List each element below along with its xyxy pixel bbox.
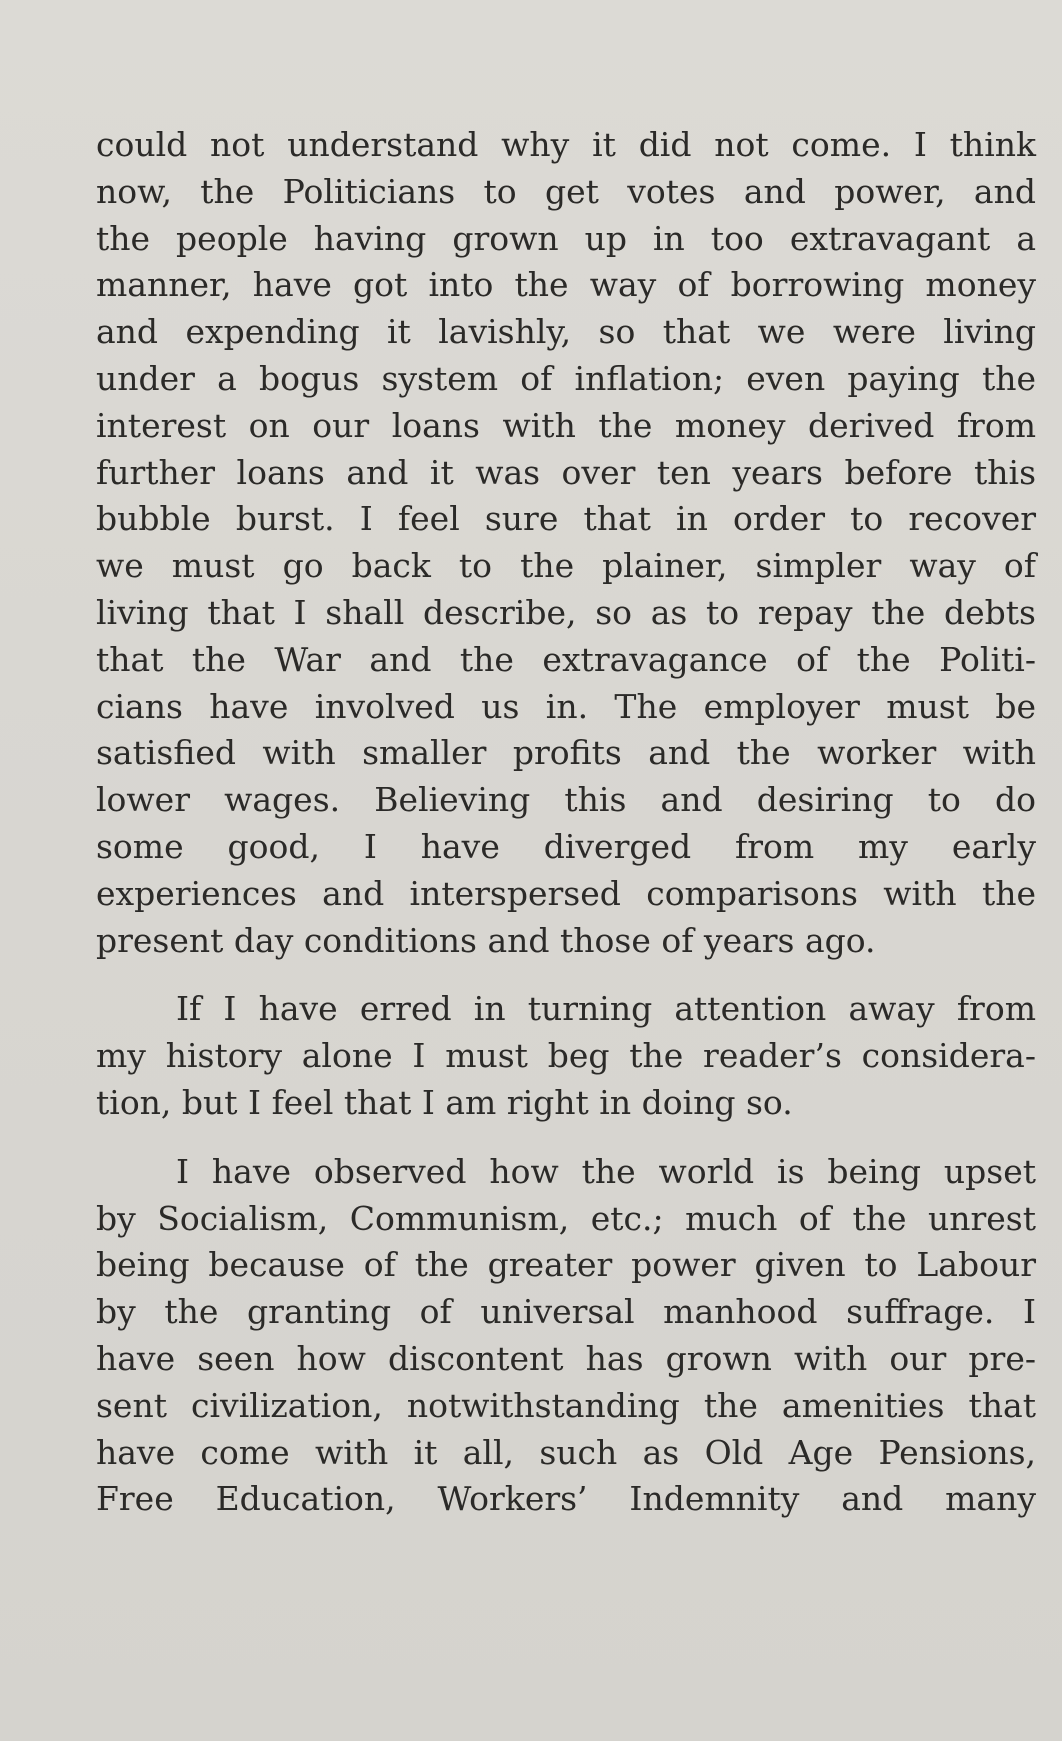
text-line: If I have erred in turning attention away from [176, 989, 1036, 1029]
text-line: tion, but I feel that I am right in doing so. [96, 1082, 793, 1122]
text-line: my history alone I must beg the reader’s considera- [96, 1036, 1036, 1076]
text-line: sent civilization, notwithstanding the amenities that [96, 1385, 1036, 1425]
text-line: cians have involved us in. The employer must be [96, 686, 1036, 726]
text-line: I have observed how the world is being upset [176, 1151, 1036, 1191]
text-line: satisfied with smaller profits and the worker with [96, 733, 1036, 773]
paragraph-1 [96, 122, 1036, 964]
text-line: interest on our loans with the money derived from [96, 405, 1036, 445]
text-line: the people having grown up in too extravagant a [96, 218, 1036, 258]
text-line: present day conditions and those of years ago. [96, 920, 876, 960]
text-line: Free Education, Workers’ Indemnity and many [96, 1479, 1036, 1519]
text-line: that the War and the extravagance of the Politi- [96, 639, 1036, 679]
text-line: have come with it all, such as Old Age Pensions, [96, 1432, 1036, 1472]
text-line: by the granting of universal manhood suffrage. I [96, 1292, 1036, 1332]
text-line: manner, have got into the way of borrowing money [96, 265, 1036, 305]
body-text [96, 122, 1036, 1523]
text-line: by Socialism, Communism, etc.; much of the unrest [96, 1198, 1036, 1238]
paragraph-3 [96, 1149, 1036, 1523]
text-line: have seen how discontent has grown with our pre- [96, 1338, 1036, 1378]
text-line: we must go back to the plainer, simpler way of [96, 546, 1036, 586]
text-line: and expending it lavishly, so that we were living [96, 312, 1036, 352]
paragraph-2 [96, 986, 1036, 1126]
text-line: experiences and interspersed comparisons with the [96, 873, 1036, 913]
text-line: lower wages. Believing this and desiring to do [96, 780, 1036, 820]
text-line: bubble burst. I feel sure that in order to recover [96, 499, 1036, 539]
text-line: under a bogus system of inflation; even paying the [96, 358, 1036, 398]
text-line: could not understand why it did not come. I think [96, 125, 1036, 164]
text-line: living that I shall describe, so as to repay the debts [96, 592, 1036, 632]
text-line: further loans and it was over ten years before this [96, 452, 1036, 492]
text-line: being because of the greater power given to Labour [96, 1245, 1036, 1285]
text-line: some good, I have diverged from my early [96, 826, 1036, 866]
text-line: now, the Politicians to get votes and power, and [96, 171, 1036, 211]
